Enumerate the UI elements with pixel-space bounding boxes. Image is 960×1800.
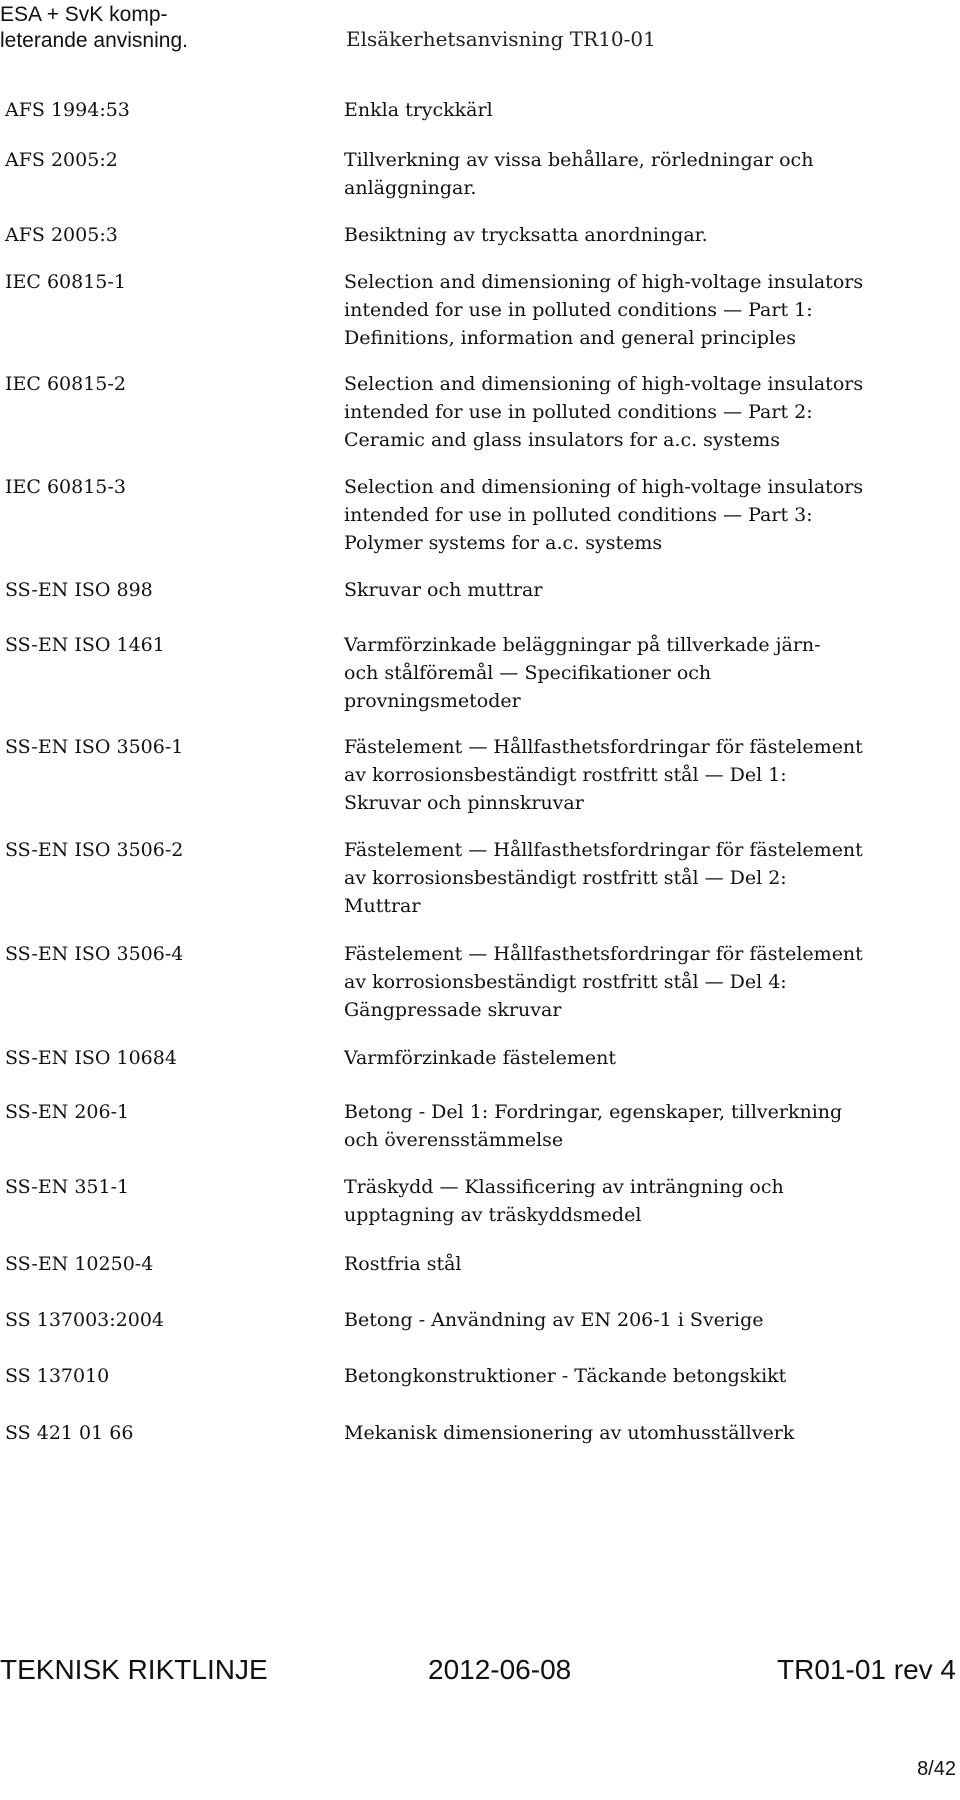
reference-code: SS-EN ISO 3506-4 <box>5 943 184 965</box>
reference-title: Besiktning av trycksatta anordningar. <box>344 224 708 246</box>
reference-title: Tillverkning av vissa behållare, rörledningar och anläggningar. <box>344 149 814 199</box>
footer-doc-type: TEKNISK RIKTLINJE <box>0 1654 268 1685</box>
footer-date: 2012-06-08 <box>428 1654 572 1685</box>
reference-title: Fästelement — Hållfasthetsfordringar för fästelement av korrosionsbeständigt rostfritt stål — Del 2: Muttrar <box>344 839 863 917</box>
reference-title: Betong - Användning av EN 206-1 i Sverige <box>344 1309 764 1331</box>
reference-code: SS-EN 10250-4 <box>5 1253 154 1275</box>
footer-doc-id: TR01-01 rev 4 <box>777 1654 956 1685</box>
reference-code: AFS 1994:53 <box>5 99 130 121</box>
header-right: Elsäkerhetsanvisning TR10-01 <box>346 27 656 51</box>
reference-title: Fästelement — Hållfasthetsfordringar för fästelement av korrosionsbeständigt rostfritt stål — Del 4: Gängpressade skruvar <box>344 943 863 1021</box>
reference-title: Selection and dimensioning of high-voltage insulators intended for use in polluted conditions — Part 3: Polymer systems for a.c. systems <box>344 476 864 554</box>
reference-code: SS-EN ISO 3506-2 <box>5 839 184 861</box>
reference-title: Mekanisk dimensionering av utomhusställverk <box>344 1422 795 1444</box>
reference-code: SS-EN ISO 1461 <box>5 634 165 656</box>
reference-code: AFS 2005:2 <box>5 149 118 171</box>
reference-code: SS 137010 <box>5 1365 110 1387</box>
reference-code: IEC 60815-2 <box>5 373 126 395</box>
reference-code: SS-EN ISO 10684 <box>5 1047 177 1069</box>
reference-code: SS 421 01 66 <box>5 1422 134 1444</box>
reference-code: SS-EN ISO 3506-1 <box>5 736 184 758</box>
reference-code: AFS 2005:3 <box>5 224 118 246</box>
reference-title: Varmförzinkade beläggningar på tillverkade järn- och stålföremål — Specifikationer och provningsmetoder <box>344 634 821 712</box>
reference-title: Selection and dimensioning of high-voltage insulators intended for use in polluted conditions — Part 1: Definitions, information and general principles <box>344 271 864 349</box>
reference-title: Rostfria stål <box>344 1253 462 1275</box>
reference-code: IEC 60815-1 <box>5 271 126 293</box>
page-number: 8/42 <box>917 1758 956 1780</box>
reference-title: Betongkonstruktioner - Täckande betongskikt <box>344 1365 787 1387</box>
reference-title: Fästelement — Hållfasthetsfordringar för fästelement av korrosionsbeständigt rostfritt stål — Del 1: Skruvar och pinnskruvar <box>344 736 863 814</box>
reference-code: IEC 60815-3 <box>5 476 126 498</box>
reference-title: Betong - Del 1: Fordringar, egenskaper, tillverkning och överensstämmelse <box>344 1101 843 1151</box>
reference-title: Varmförzinkade fästelement <box>344 1047 617 1069</box>
header-left: ESA + SvK komp- leterande anvisning. <box>0 3 188 52</box>
reference-code: SS-EN ISO 898 <box>5 579 153 601</box>
reference-title: Enkla tryckkärl <box>344 99 493 121</box>
reference-code: SS-EN 206-1 <box>5 1101 130 1123</box>
reference-code: SS-EN 351-1 <box>5 1176 130 1198</box>
reference-title: Selection and dimensioning of high-voltage insulators intended for use in polluted conditions — Part 2: Ceramic and glass insulators for a.c. systems <box>344 373 864 451</box>
reference-title: Träskydd — Klassificering av inträngning och upptagning av träskyddsmedel <box>344 1176 784 1226</box>
reference-code: SS 137003:2004 <box>5 1309 165 1331</box>
reference-title: Skruvar och muttrar <box>344 579 543 601</box>
